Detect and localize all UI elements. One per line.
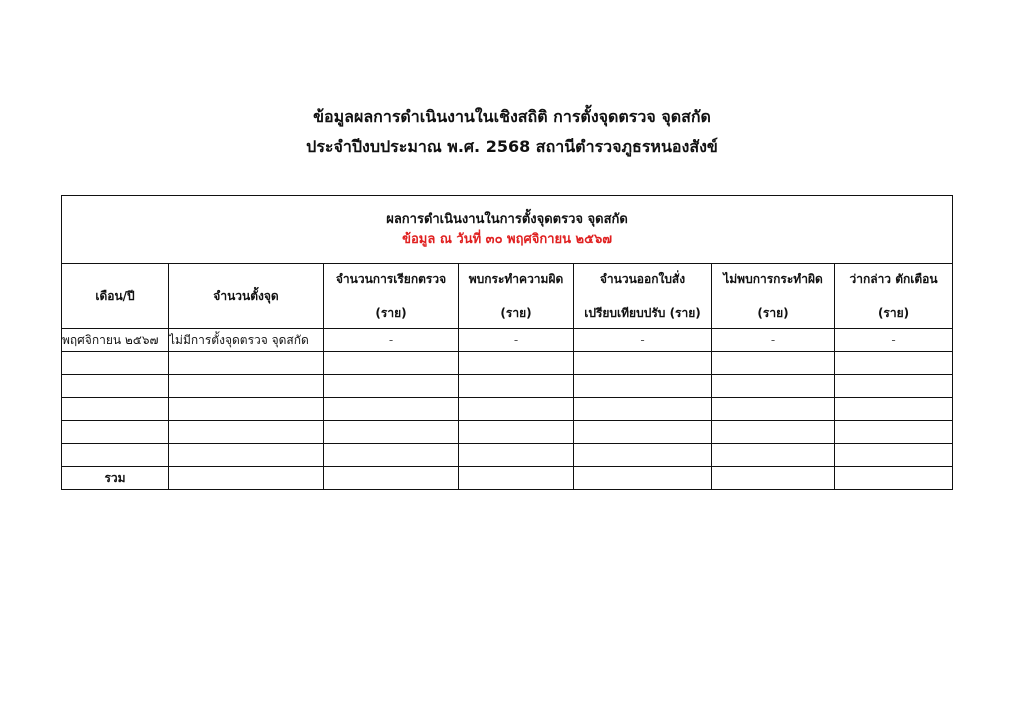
cell-no-offense — [712, 375, 835, 398]
cell-inspections: - — [324, 329, 459, 352]
cell-checkpoint-count — [169, 421, 324, 444]
cell-warnings — [835, 444, 953, 467]
cell-inspections — [324, 398, 459, 421]
total-cell — [835, 467, 953, 490]
cell-checkpoint-count — [169, 398, 324, 421]
table-row — [62, 329, 953, 352]
cell-tickets-issued — [574, 444, 712, 467]
total-label: รวม — [62, 467, 169, 490]
header-label: จำนวนการเรียกตรวจ — [335, 272, 447, 286]
header-offenses-found — [459, 264, 574, 329]
header-label: จำนวนออกใบสั่ง — [599, 272, 686, 286]
table-row — [62, 375, 953, 398]
cell-tickets-issued — [574, 421, 712, 444]
cell-offenses-found: - — [459, 329, 574, 352]
cell-offenses-found — [459, 421, 574, 444]
cell-checkpoint-count — [169, 444, 324, 467]
header-inspections — [324, 264, 459, 329]
header-label: จำนวนตั้งจุด — [213, 289, 279, 303]
table-caption-date: ข้อมูล ณ วันที่ ๓๐ พฤศจิกายน ๒๕๖๗ — [402, 231, 612, 247]
cell-month-year: พฤศจิกายน ๒๕๖๗ — [62, 329, 169, 352]
statistics-table — [61, 195, 953, 490]
cell-tickets-issued: - — [574, 329, 712, 352]
header-label: ไม่พบการกระทำผิด — [723, 272, 823, 286]
header-label: ว่ากล่าว ตักเตือน — [849, 272, 938, 286]
table-header-row — [62, 264, 953, 329]
cell-month-year — [62, 375, 169, 398]
header-unit: (ราย) — [500, 306, 532, 320]
table-caption-row — [62, 196, 953, 264]
total-cell — [324, 467, 459, 490]
cell-offenses-found — [459, 444, 574, 467]
header-label: พบกระทำความผิด — [468, 272, 564, 286]
cell-month-year — [62, 398, 169, 421]
header-warnings — [835, 264, 953, 329]
header-unit: เปรียบเทียบปรับ (ราย) — [584, 306, 701, 320]
cell-offenses-found — [459, 352, 574, 375]
header-month-year — [62, 264, 169, 329]
cell-inspections — [324, 375, 459, 398]
total-cell — [712, 467, 835, 490]
cell-checkpoint-count — [169, 375, 324, 398]
table-row — [62, 444, 953, 467]
header-unit: (ราย) — [757, 306, 789, 320]
header-tickets-issued — [574, 264, 712, 329]
cell-warnings — [835, 398, 953, 421]
cell-warnings — [835, 421, 953, 444]
cell-no-offense — [712, 398, 835, 421]
cell-warnings: - — [835, 329, 953, 352]
document-title: ข้อมูลผลการดำเนินงานในเชิงสถิติ การตั้งจุดตรวจ จุดสกัด — [313, 107, 711, 126]
cell-checkpoint-count: ไม่มีการตั้งจุดตรวจ จุดสกัด — [169, 329, 324, 352]
cell-month-year — [62, 444, 169, 467]
header-no-offense — [712, 264, 835, 329]
header-unit: (ราย) — [877, 306, 910, 320]
cell-offenses-found — [459, 375, 574, 398]
cell-no-offense — [712, 352, 835, 375]
cell-warnings — [835, 352, 953, 375]
cell-tickets-issued — [574, 375, 712, 398]
cell-month-year — [62, 352, 169, 375]
header-checkpoint-count — [169, 264, 324, 329]
total-cell — [574, 467, 712, 490]
cell-inspections — [324, 421, 459, 444]
cell-no-offense: - — [712, 329, 835, 352]
cell-offenses-found — [459, 398, 574, 421]
cell-no-offense — [712, 444, 835, 467]
cell-inspections — [324, 444, 459, 467]
table-row — [62, 421, 953, 444]
cell-checkpoint-count — [169, 352, 324, 375]
table-row — [62, 352, 953, 375]
cell-tickets-issued — [574, 352, 712, 375]
table-caption-title: ผลการดำเนินงานในการตั้งจุดตรวจ จุดสกัด — [386, 211, 628, 227]
cell-tickets-issued — [574, 398, 712, 421]
header-unit: (ราย) — [375, 306, 407, 320]
cell-warnings — [835, 375, 953, 398]
table-total-row — [62, 467, 953, 490]
document-subtitle: ประจำปีงบประมาณ พ.ศ. 2568 สถานีตำรวจภูธรหนองสังข์ — [306, 137, 718, 156]
table-row — [62, 398, 953, 421]
total-cell — [169, 467, 324, 490]
cell-month-year — [62, 421, 169, 444]
cell-no-offense — [712, 421, 835, 444]
cell-inspections — [324, 352, 459, 375]
total-cell — [459, 467, 574, 490]
table-caption — [62, 196, 953, 264]
header-label: เดือน/ปี — [95, 289, 135, 303]
